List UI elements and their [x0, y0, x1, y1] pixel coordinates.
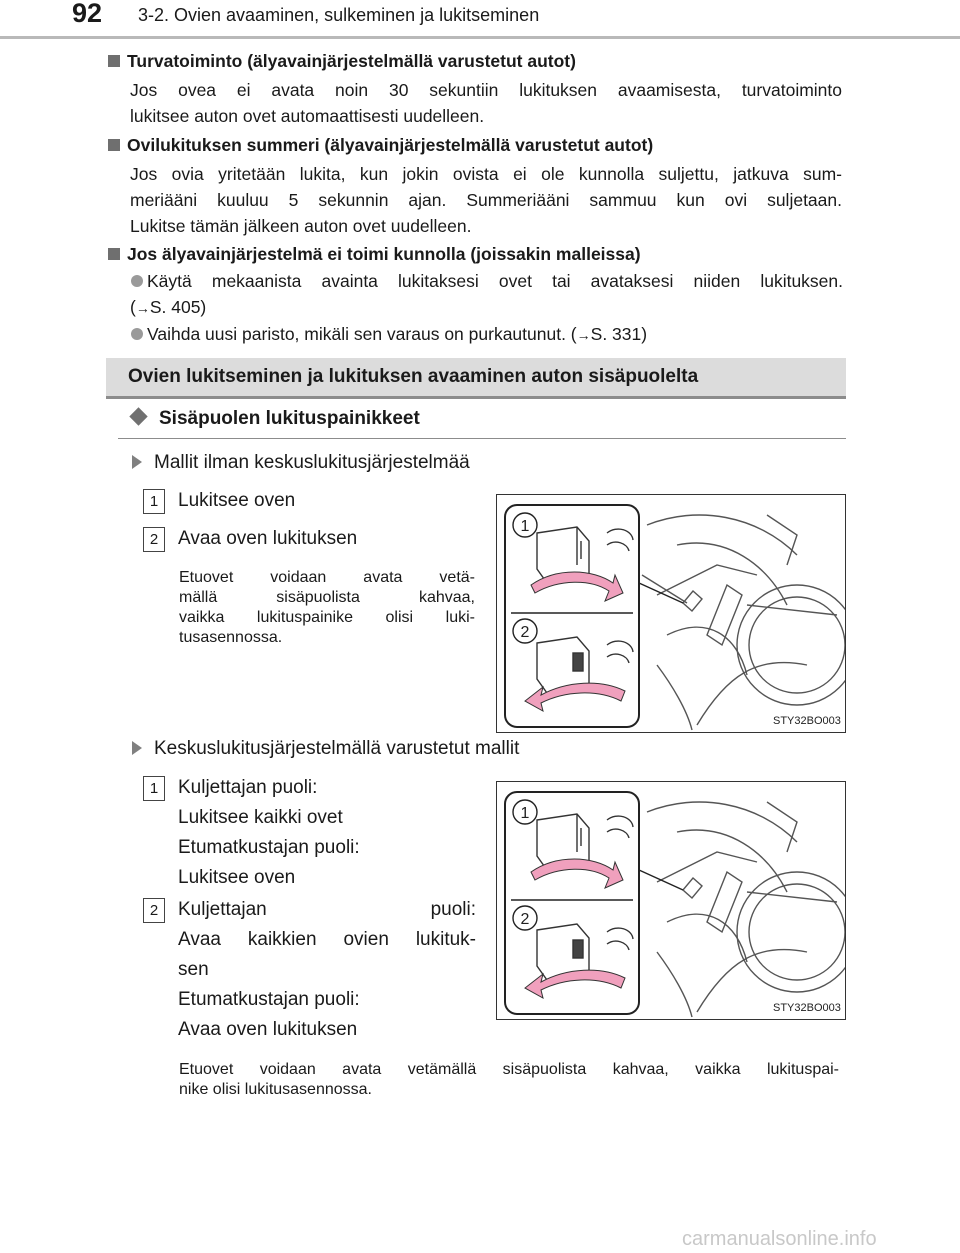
bullet-item: Vaihda uusi paristo, mikäli sen varaus on purkautunut. (→S. 331): [113, 321, 843, 348]
callout-number: 1: [143, 776, 165, 801]
square-bullet-icon: [108, 139, 120, 151]
callout-number: 2: [143, 527, 165, 552]
door-lock-figure: [496, 494, 846, 733]
callout-number: 1: [143, 489, 165, 514]
central-lock-illustration: [497, 782, 845, 1019]
section-title-buzzer: Ovilukituksen summeri (älyavainjärjestelmällä varustetut autot): [108, 135, 653, 156]
callout-number: 2: [143, 898, 165, 923]
square-bullet-icon: [108, 248, 120, 260]
section-title-security: Turvatoiminto (älyavainjärjestelmällä varustetut autot): [108, 51, 576, 72]
triangle-bullet-icon: [132, 455, 142, 469]
figure-callout-2: 2: [520, 911, 530, 928]
item-text: Kuljettajan puoli: Lukitsee kaikki ovet Etumatkustajan puoli: Lukitsee oven: [178, 777, 360, 888]
sub-heading-rule: [118, 438, 846, 439]
section-body-security: Jos ovea ei avata noin 30 sekuntiin lukituksen avaamisesta, turvatoiminto lukitsee auton ovet automaattisesti uudelleen.: [130, 80, 842, 126]
main-heading: Ovien lukitseminen ja lukituksen avaaminen auton sisäpuolelta: [128, 366, 699, 387]
note-text: Etuovet voidaan avata vetämällä sisäpuolista kahvaa, vaikka lukituspai- nike olisi lukitusasennossa.: [179, 1061, 839, 1098]
page-reference[interactable]: S. 405): [149, 297, 207, 317]
running-header: 3-2. Ovien avaaminen, sulkeminen ja lukitseminen: [138, 5, 540, 25]
header-rule: [0, 36, 960, 39]
variant-title: Mallit ilman keskuslukitusjärjestelmää: [132, 452, 470, 474]
arrow-ref-icon: →: [576, 327, 591, 343]
central-lock-figure: [496, 781, 846, 1020]
section-body-buzzer: Jos ovia yritetään lukita, kun jokin ovista ei ole kunnolla suljettu, jatkuva sum- meriääni kuuluu 5 sekunnin ajan. Summeriääni sammuu kun ovi suljetaan. Lukitse tämän jälkeen auton ovet uudelleen.: [130, 164, 842, 236]
section-title-smartkey: Jos älyavainjärjestelmä ei toimi kunnolla (joissakin malleissa): [108, 244, 641, 265]
sub-heading: Sisäpuolen lukituspainikkeet: [128, 408, 420, 430]
note-text: Etuovet voidaan avata vetä- mällä sisäpuolista kahvaa, vaikka lukituspainike olisi luki- tusasennossa.: [179, 569, 475, 646]
square-bullet-icon: [108, 55, 120, 67]
triangle-bullet-icon: [132, 741, 142, 755]
diamond-bullet-icon: [129, 407, 147, 425]
item-text: Avaa oven lukituksen: [178, 528, 358, 549]
figure-callout-2: 2: [520, 624, 530, 641]
bullet-dot-icon: [131, 328, 143, 340]
variant-title: Keskuslukitusjärjestelmällä varustetut mallit: [132, 738, 519, 760]
bullet-dot-icon: [131, 275, 143, 287]
watermark: carmanualsonline.info: [682, 1228, 877, 1250]
figure-callout-1: 1: [520, 805, 530, 822]
item-text: Lukitsee oven: [178, 490, 296, 511]
figure-code: STY32BO003: [773, 715, 841, 727]
page-number: 92: [72, 0, 103, 28]
main-heading-underline: [106, 396, 846, 399]
item-text: Kuljettajan puoli: Avaa kaikkien ovien lukituk- sen Etumatkustajan puoli: Avaa oven lukituksen: [178, 899, 476, 1040]
door-lock-illustration: [497, 495, 845, 732]
page-reference[interactable]: S. 331): [590, 324, 648, 344]
figure-code: STY32BO003: [773, 1002, 841, 1014]
figure-callout-1: 1: [520, 518, 530, 535]
arrow-ref-icon: →: [135, 300, 150, 316]
bullet-item: Käytä mekaanista avainta lukitaksesi ovet tai avataksesi niiden lukituksen. (→S. 405): [130, 271, 843, 317]
